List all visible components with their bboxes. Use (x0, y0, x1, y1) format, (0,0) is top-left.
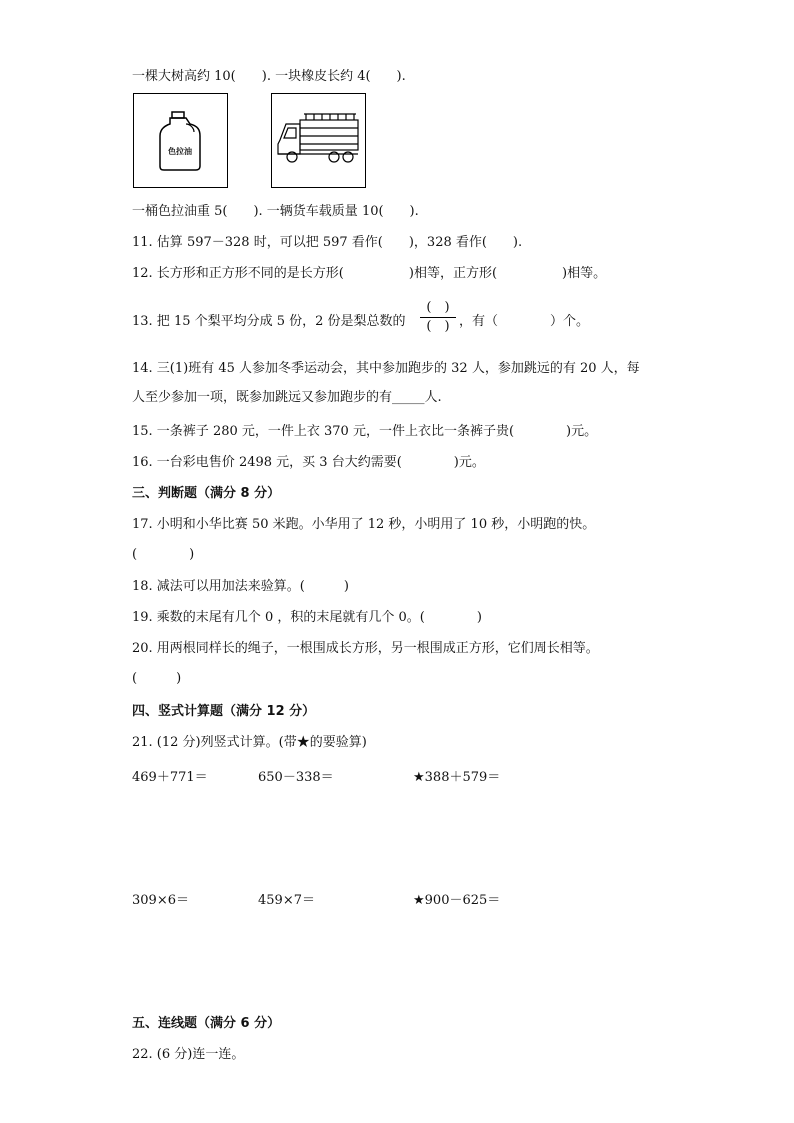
calc-item: ★388＋579＝ (413, 770, 501, 785)
question-17: 17. 小明和小华比赛 50 米跑。小华用了 12 秒，小明用了 10 秒，小明跑的快。 (132, 517, 596, 532)
oil-bottle-icon (134, 94, 227, 187)
calc-item: 309×6＝ (132, 893, 189, 908)
question-15: 15. 一条裤子 280 元，一件上衣 370 元，一件上衣比一条裤子贵( )元。 (132, 424, 598, 439)
calc-item: 650－338＝ (258, 770, 334, 785)
calc-item: ★900－625＝ (413, 893, 501, 908)
fraction-bar (420, 317, 456, 318)
fraction-numerator: ( ) (426, 300, 450, 315)
calc-item: 459×7＝ (258, 893, 315, 908)
question-13-text: 13. 把 15 个梨平均分成 5 份，2 份是梨总数的 (132, 314, 406, 329)
truck-icon (272, 94, 365, 187)
question-12: 12. 长方形和正方形不同的是长方形( )相等，正方形( )相等。 (132, 266, 607, 281)
question-13-tail: ，有（ ）个。 (459, 314, 590, 329)
question-14-line1: 14. 三(1)班有 45 人参加冬季运动会，其中参加跑步的 32 人，参加跳远的有 20 人，每 (132, 361, 640, 376)
question-16: 16. 一台彩电售价 2498 元，买 3 台大约需要( )元。 (132, 455, 485, 470)
oil-bottle-picture (133, 93, 228, 188)
section-3-heading: 三、判断题（满分 8 分） (132, 486, 281, 501)
truck-picture (271, 93, 366, 188)
fraction-denominator: ( ) (426, 319, 450, 334)
question-18: 18. 减法可以用加法来验算。( ) (132, 579, 349, 594)
question-20-answer: ( ) (132, 671, 182, 686)
question-22: 22. (6 分)连一连。 (132, 1047, 245, 1062)
section-5-heading: 五、连线题（满分 6 分） (132, 1016, 281, 1031)
question-21: 21. (12 分)列竖式计算。(带★的要验算) (132, 735, 367, 750)
bottle-label: 色拉油 (168, 146, 192, 156)
question-line-2: 一桶色拉油重 5( ). 一辆货车载质量 10( ). (132, 204, 419, 219)
question-line-1: 一棵大树高约 10( ). 一块橡皮长约 4( ). (132, 69, 406, 84)
question-11: 11. 估算 597－328 时，可以把 597 看作( )，328 看作( ). (132, 235, 523, 250)
section-4-heading: 四、竖式计算题（满分 12 分） (132, 704, 316, 719)
fraction-blank (418, 300, 458, 335)
question-20: 20. 用两根同样长的绳子，一根围成长方形，另一根围成正方形，它们周长相等。 (132, 641, 599, 656)
question-14-line2: 人至少参加一项，既参加跳远又参加跑步的有_____人. (132, 390, 442, 405)
question-19: 19. 乘数的末尾有几个 0 ，积的末尾就有几个 0。( ) (132, 610, 482, 625)
question-17-answer: ( ) (132, 547, 195, 562)
calc-item: 469＋771＝ (132, 770, 208, 785)
